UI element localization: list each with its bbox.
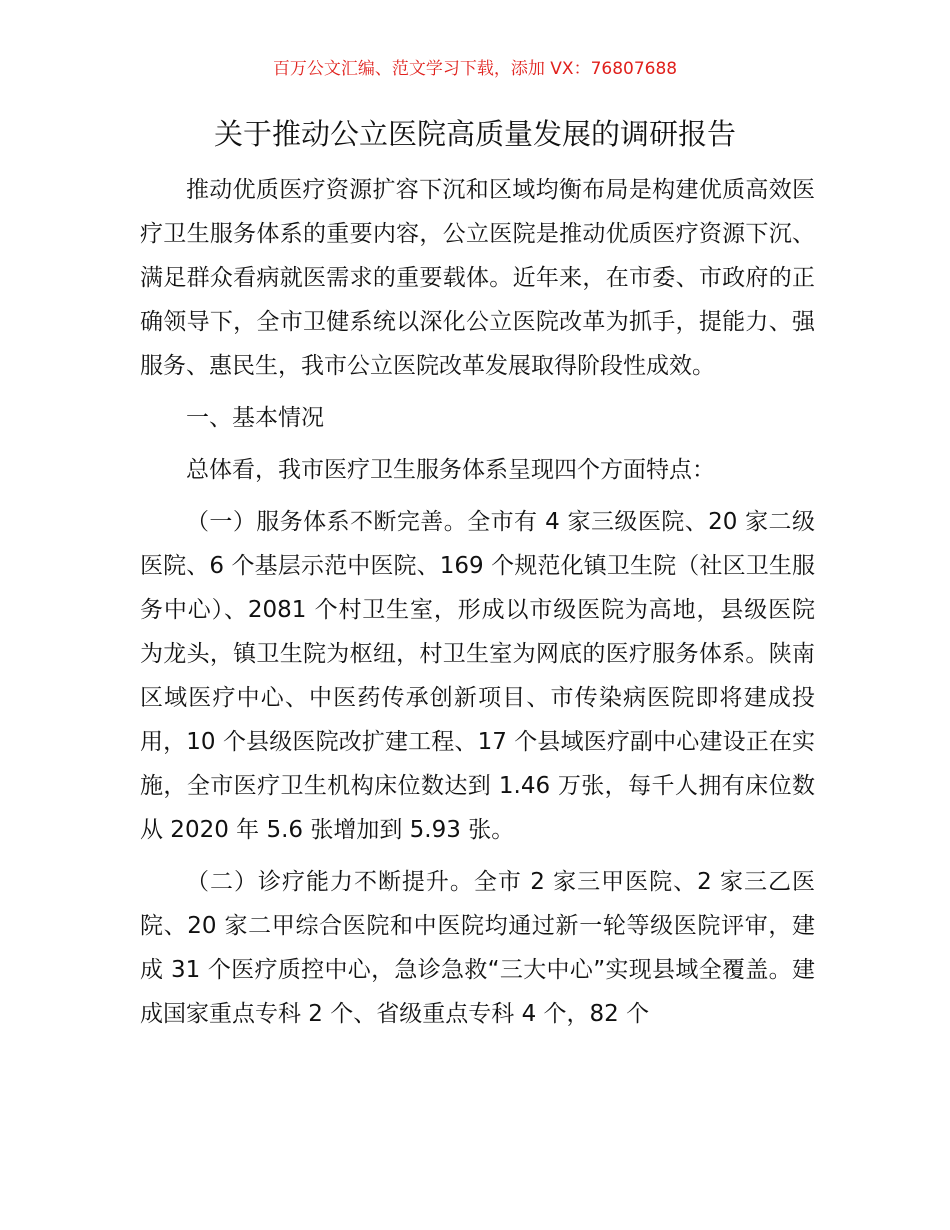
section-heading-basic-situation: 一、基本情况 [186,405,324,431]
paragraph-service-system: （一）服务体系不断完善。全市有 4 家三级医院、20 家二级医院、6 个基层示范中医院、169 个规范化镇卫生院（社区卫生服务中心）、2081 个村卫生室，形成以市级医院为高地，县级医院为龙头，镇卫生院为枢纽，村卫生室为网底的医疗服务体系。陕南区域医疗中心、中医药传承创新项目、市传染病医院即将建成投用，10 个县级医院改扩建工程、17 个县域医疗副中心建设正在实施，全市医疗卫生机构床位数达到 1.46 万张，每千人拥有床位数从 2020 年 5.6 张增加到 5.93 张。 [140,509,815,843]
paragraph-intro: 推动优质医疗资源扩容下沉和区域均衡布局是构建优质高效医疗卫生服务体系的重要内容，公立医院是推动优质医疗资源下沉、满足群众看病就医需求的重要载体。近年来，在市委、市政府的正确领导下，全市卫健系统以深化公立医院改革为抓手，提能力、强服务、惠民生，我市公立医院改革发展取得阶段性成效。 [140,177,815,379]
watermark-banner: 百万公文汇编、范文学习下载，添加 VX：76807688 [272,59,678,79]
page-title: 关于推动公立医院高质量发展的调研报告 [213,117,736,151]
document-body [140,168,815,1036]
paragraph-treatment-capacity: （二）诊疗能力不断提升。全市 2 家三甲医院、2 家三乙医院、20 家二甲综合医院和中医院均通过新一轮等级医院评审，建成 31 个医疗质控中心，急诊急救“三大中心”实现县域全覆盖。建成国家重点专科 2 个、省级重点专科 4 个，82 个 [140,869,815,1027]
paragraph-overview: 总体看，我市医疗卫生服务体系呈现四个方面特点： [186,457,715,483]
